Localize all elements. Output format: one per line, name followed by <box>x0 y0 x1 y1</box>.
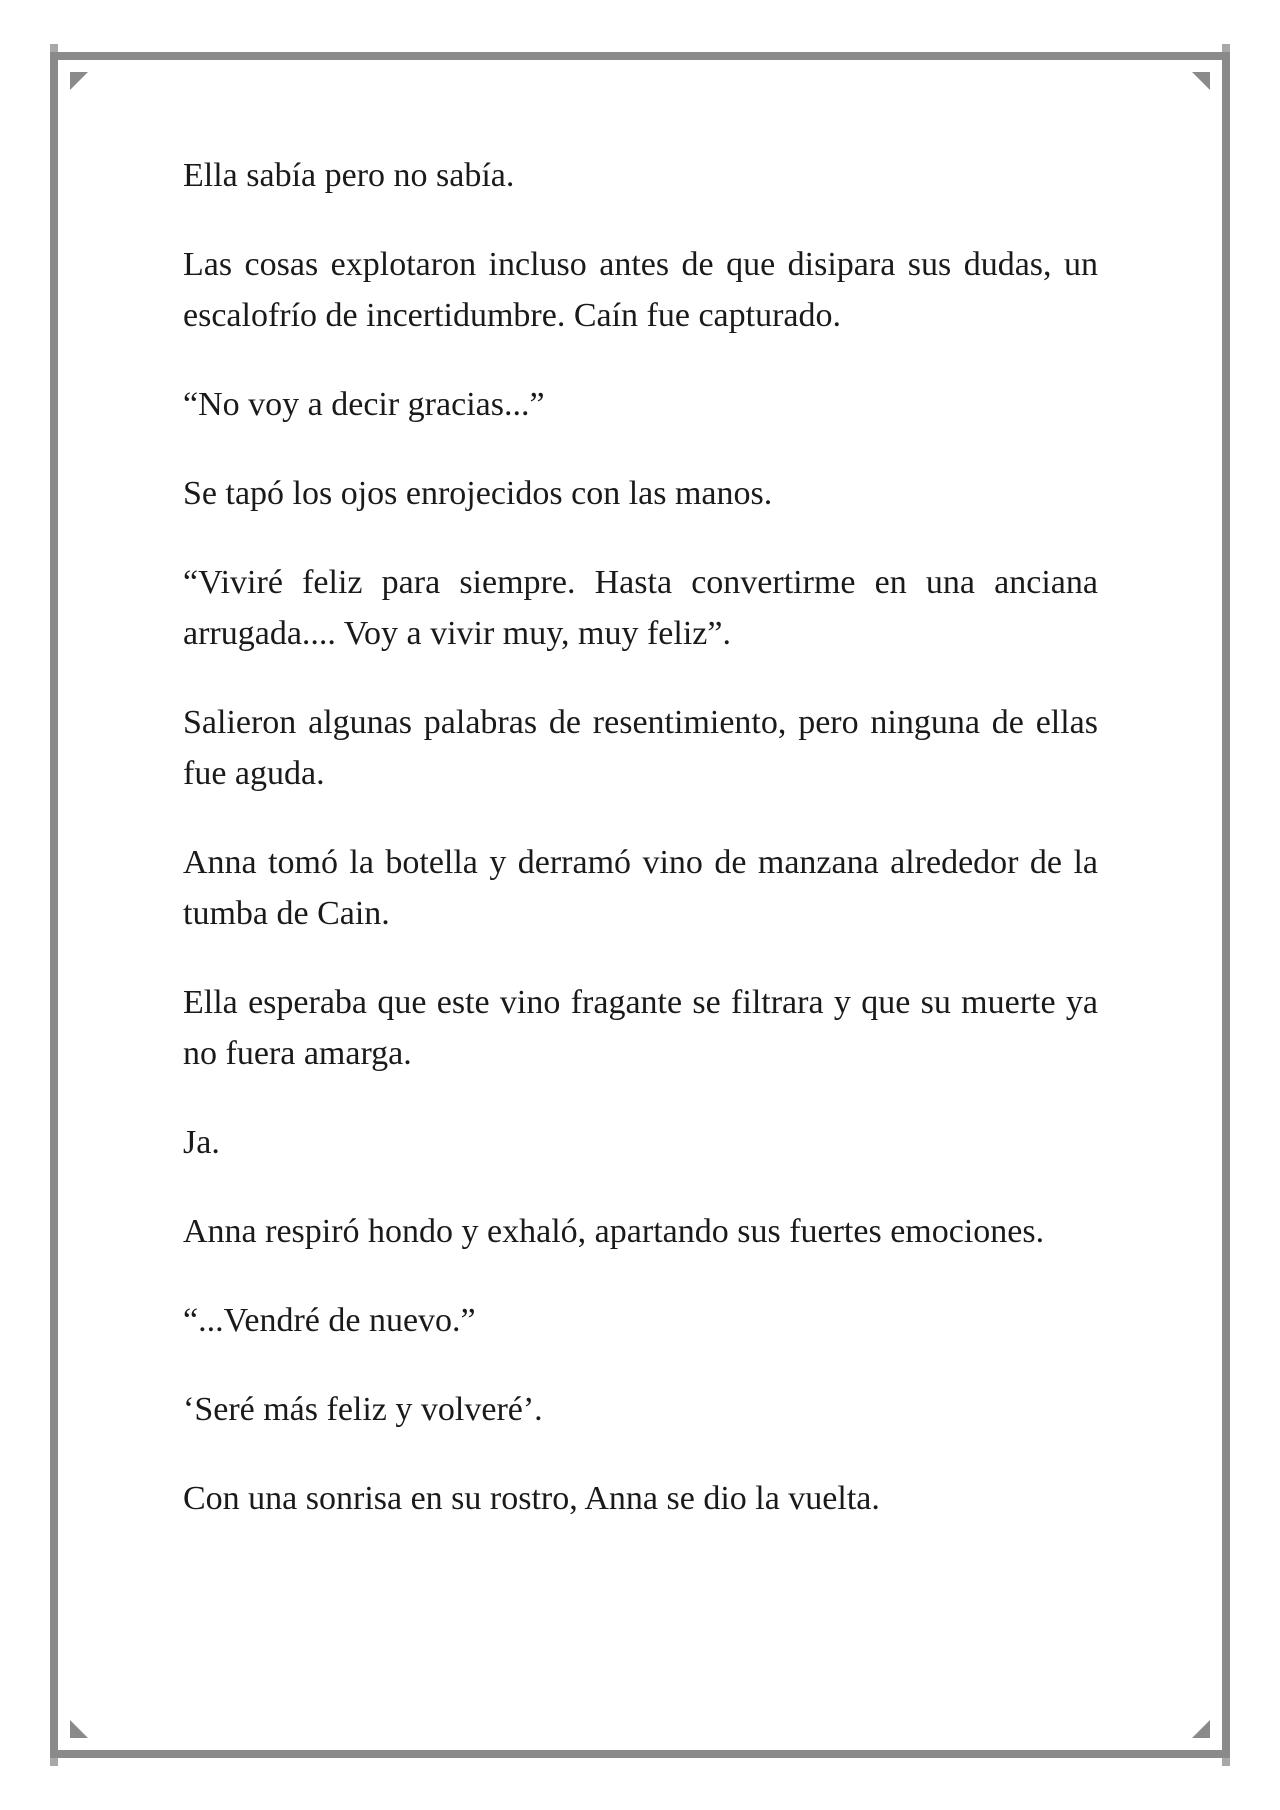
paragraph: Las cosas explotaron incluso antes de que disipara sus dudas, un escalofrío de incertidumbre. Caín fue capturado. <box>183 246 1098 334</box>
corner-triangle-top-left <box>70 72 88 90</box>
paragraph: “No voy a decir gracias...” <box>183 386 545 423</box>
paragraph: Anna respiró hondo y exhaló, apartando sus fuertes emociones. <box>183 1213 1045 1250</box>
border-top <box>50 52 1230 60</box>
paragraph: Salieron algunas palabras de resentimiento, pero ninguna de ellas fue aguda. <box>183 704 1098 792</box>
corner-ornament-bottom-left <box>50 1758 58 1766</box>
paragraph: ‘Seré más feliz y volveré’. <box>183 1391 543 1428</box>
border-left <box>50 52 58 1758</box>
corner-triangle-top-right <box>1192 72 1210 90</box>
corner-triangle-bottom-left <box>70 1720 88 1738</box>
page-text <box>183 150 1098 1562</box>
border-bottom <box>50 1750 1230 1758</box>
paragraph: Ja. <box>183 1124 220 1161</box>
paragraph: Ella esperaba que este vino fragante se filtrara y que su muerte ya no fuera amarga. <box>183 984 1098 1072</box>
paragraph: Anna tomó la botella y derramó vino de manzana alrededor de la tumba de Cain. <box>183 844 1098 932</box>
corner-ornament-top-left <box>50 44 58 52</box>
corner-ornament-top-right <box>1222 44 1230 52</box>
paragraph: Ella sabía pero no sabía. <box>183 157 515 194</box>
paragraph: “Viviré feliz para siempre. Hasta convertirme en una anciana arrugada.... Voy a vivir muy, muy feliz”. <box>183 564 1098 652</box>
corner-triangle-bottom-right <box>1192 1720 1210 1738</box>
paragraph: “...Vendré de nuevo.” <box>183 1302 476 1339</box>
paragraph: Se tapó los ojos enrojecidos con las manos. <box>183 475 773 512</box>
paragraph: Con una sonrisa en su rostro, Anna se dio la vuelta. <box>183 1480 880 1517</box>
corner-ornament-bottom-right <box>1222 1758 1230 1766</box>
border-right <box>1222 52 1230 1758</box>
